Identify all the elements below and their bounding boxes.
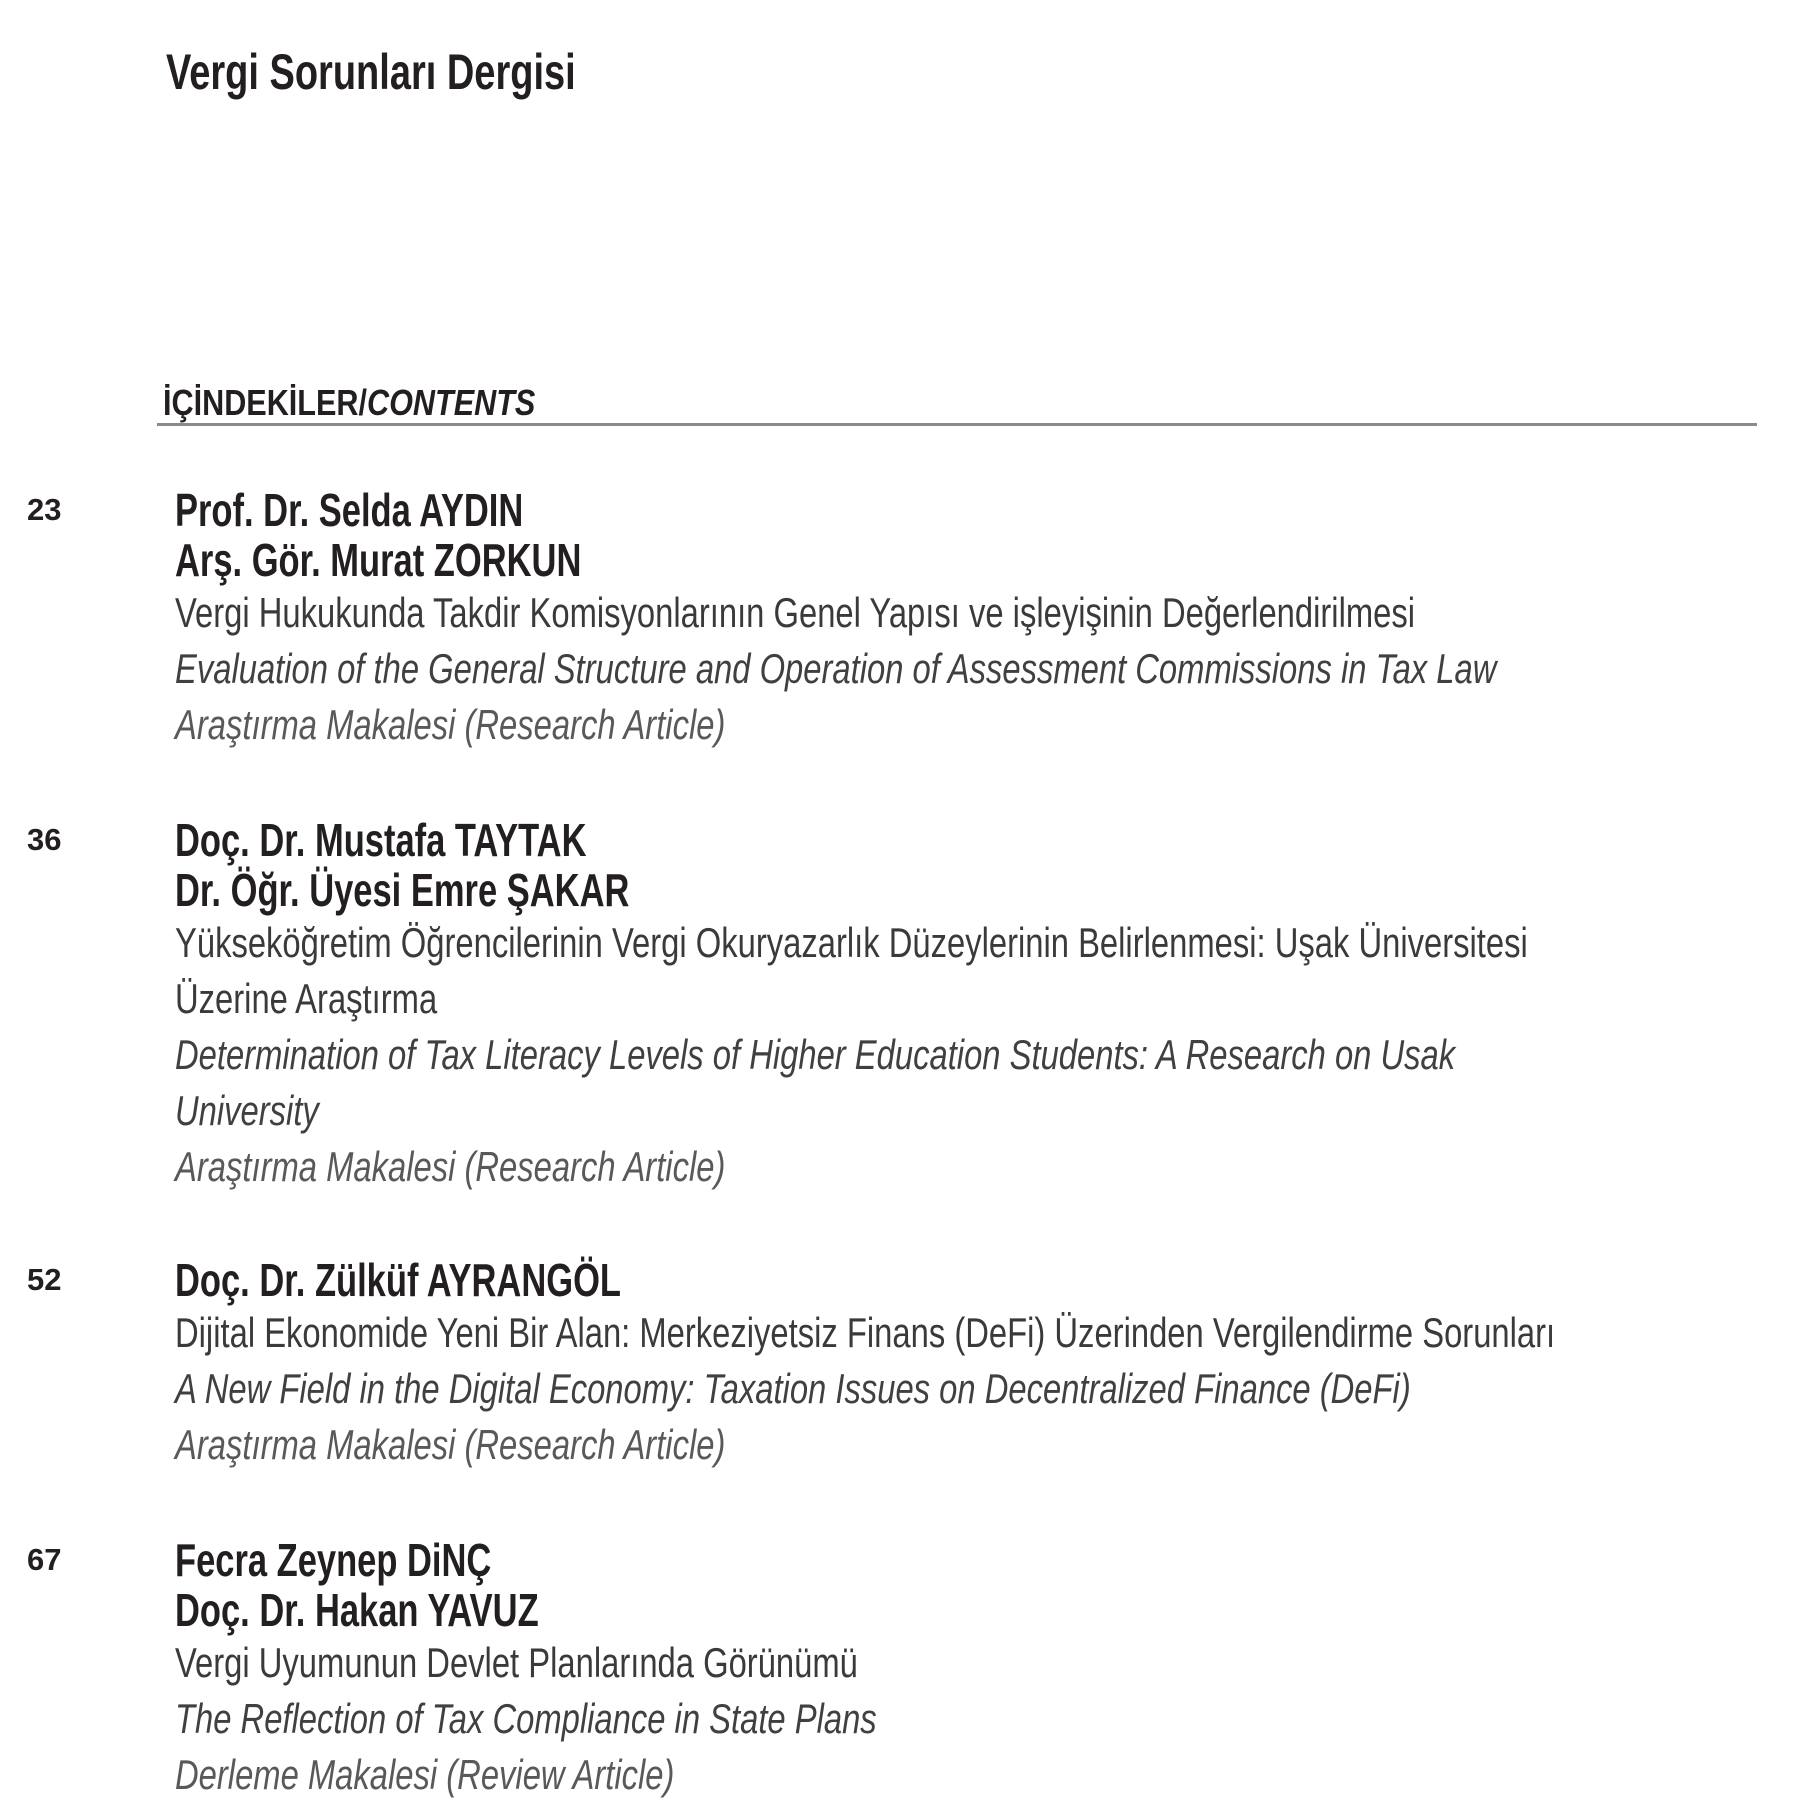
- entry-article-type: Derleme Makalesi (Review Article): [175, 1751, 675, 1798]
- entry-title-english: The Reflection of Tax Compliance in State Plans: [175, 1695, 877, 1742]
- toc-entry: [27, 1534, 1775, 1803]
- contents-heading-rule: [157, 423, 1757, 426]
- entry-page-number: 23: [27, 492, 62, 527]
- entry-article-type: Araştırma Makalesi (Research Article): [175, 701, 726, 748]
- entry-title-english: University: [175, 1087, 319, 1134]
- entry-title-turkish: Yükseköğretim Öğrencilerinin Vergi Okuryazarlık Düzeylerinin Belirlenmesi: Uşak Üniversitesi: [175, 919, 1528, 966]
- toc-entry: [27, 814, 1775, 1195]
- entry-author: Arş. Gör. Murat ZORKUN: [175, 534, 582, 586]
- entry-author: Doç. Dr. Mustafa TAYTAK: [175, 814, 587, 866]
- contents-heading-tr: İÇİNDEKİLER/: [163, 382, 368, 423]
- contents-heading-en: CONTENTS: [367, 382, 536, 423]
- toc-entry: [27, 484, 1775, 753]
- entry-page-number: 67: [27, 1542, 62, 1577]
- entry-author: Dr. Öğr. Üyesi Emre ŞAKAR: [175, 864, 630, 916]
- entry-author: Doç. Dr. Zülküf AYRANGÖL: [175, 1254, 621, 1306]
- entry-page-number: 52: [27, 1262, 62, 1297]
- entry-title-turkish: Üzerine Araştırma: [175, 975, 438, 1022]
- entry-title-turkish: Dijital Ekonomide Yeni Bir Alan: Merkeziyetsiz Finans (DeFi) Üzerinden Vergilendirme Sorunları: [175, 1309, 1556, 1356]
- entry-article-type: Araştırma Makalesi (Research Article): [175, 1143, 726, 1190]
- entry-author: Doç. Dr. Hakan YAVUZ: [175, 1584, 539, 1636]
- entry-article-type: Araştırma Makalesi (Research Article): [175, 1421, 726, 1468]
- entry-author: Prof. Dr. Selda AYDIN: [175, 484, 524, 536]
- entry-title-turkish: Vergi Uyumunun Devlet Planlarında Görünümü: [175, 1639, 858, 1686]
- contents-heading: [163, 383, 601, 423]
- entry-author: Fecra Zeynep DiNÇ: [175, 1534, 492, 1586]
- toc-entry: [27, 1254, 1775, 1473]
- entry-title-english: Determination of Tax Literacy Levels of Higher Education Students: A Research on Usak: [175, 1031, 1456, 1078]
- entry-title-english: A New Field in the Digital Economy: Taxation Issues on Decentralized Finance (DeFi): [175, 1365, 1411, 1412]
- journal-title: Vergi Sorunları Dergisi: [166, 43, 576, 100]
- entry-title-english: Evaluation of the General Structure and Operation of Assessment Commissions in Tax Law: [175, 645, 1497, 692]
- entry-page-number: 36: [27, 822, 62, 857]
- entry-title-turkish: Vergi Hukukunda Takdir Komisyonlarının Genel Yapısı ve işleyişinin Değerlendirilmesi: [175, 589, 1416, 636]
